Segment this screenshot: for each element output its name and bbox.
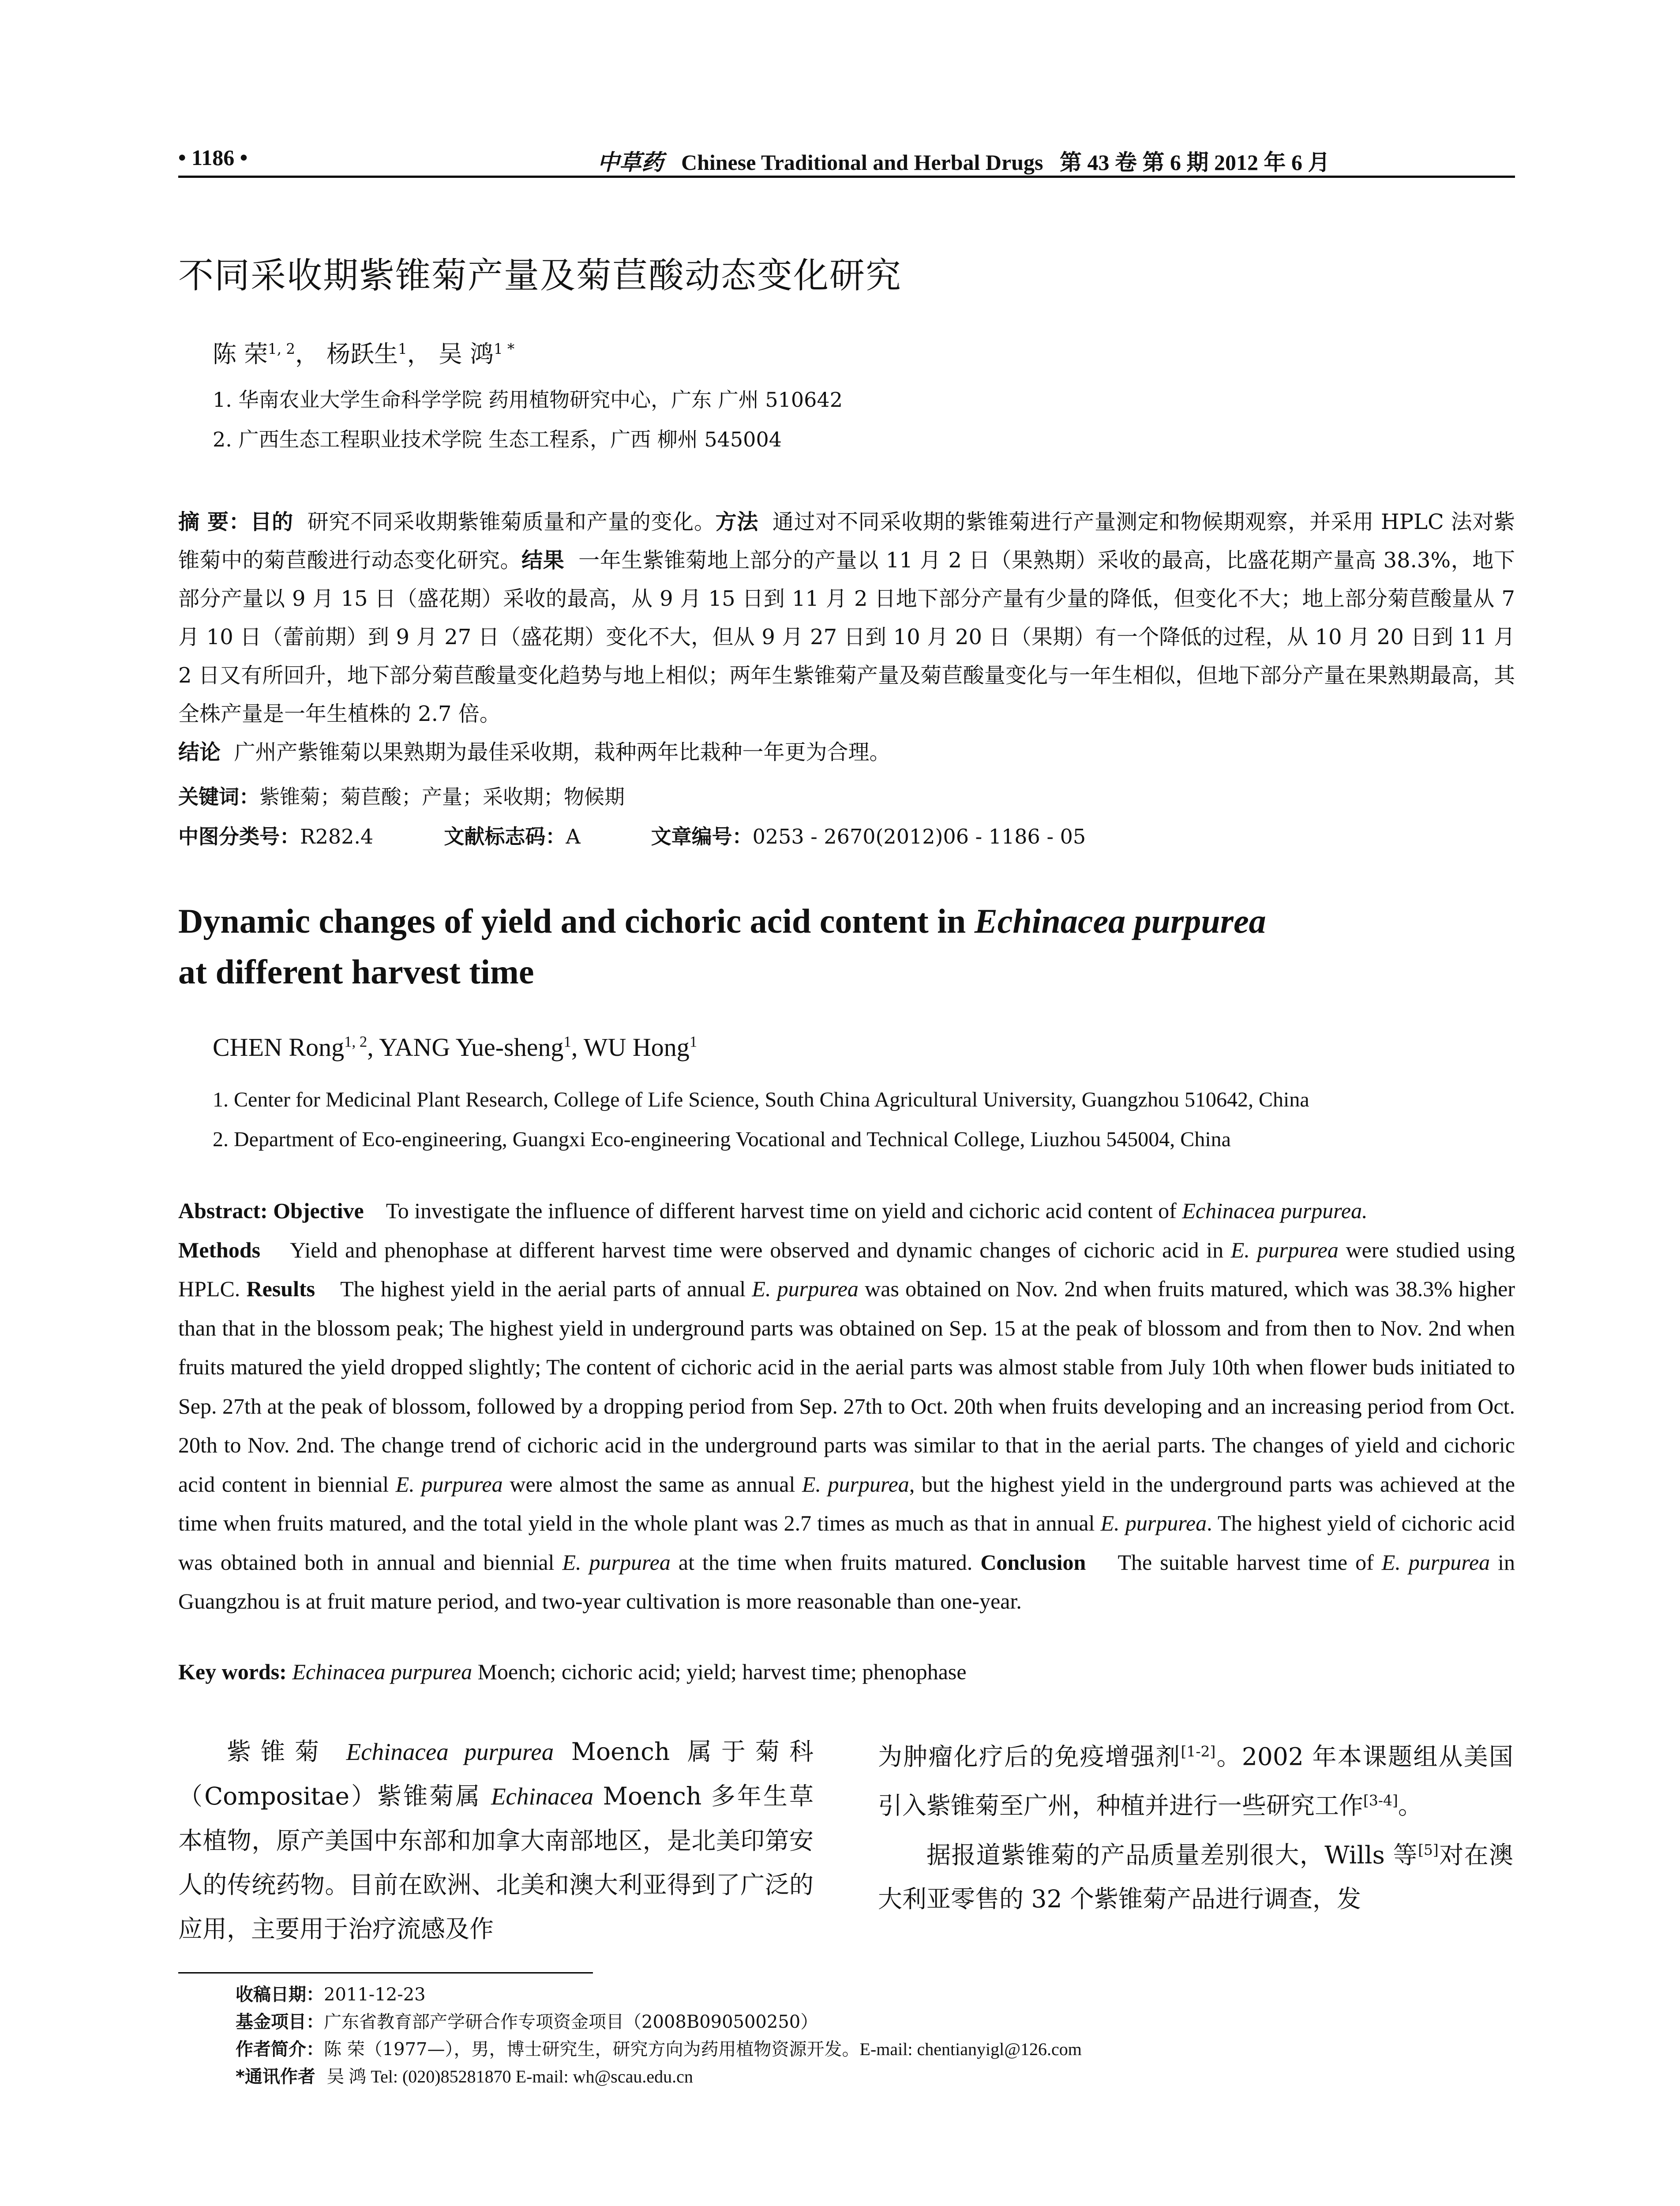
footnote-bio: [236, 2036, 1082, 2063]
species-name: E. purpurea: [1381, 1549, 1490, 1575]
page-number: • 1186 •: [178, 145, 248, 170]
citation-ref[interactable]: [1-2]: [1181, 1743, 1216, 1760]
species-name: E. purpurea: [562, 1549, 671, 1575]
en-author-affiliation-mark: 1: [563, 1033, 571, 1050]
footnote-text: 陈 荣（1977—），男，博士研究生，研究方向为药用植物资源开发。: [324, 2039, 860, 2060]
cn-methods-text: 通过对不同采收期的紫锥菊进行产量测定和物候期观察，并采用 HPLC 法对紫锥菊中的菊苣酸进行动态变化研究。: [178, 510, 1515, 573]
footnote-label: 作者简介：: [236, 2039, 324, 2060]
body-text: Moench 多年生草本植物，原产美国中东部和加拿大南部地区，是北美印第安人的传统药物。目前在欧洲、北美和澳大利亚得到了广泛的应用，主要用于治疗流感及作: [178, 1782, 814, 1943]
footnotes: [236, 1981, 1082, 2090]
species-name: Echinacea purpurea: [292, 1659, 472, 1684]
journal-issue: 第 43 卷 第 6 期 2012 年 6 月: [1059, 150, 1330, 175]
body-paragraph: [878, 1828, 1513, 1921]
cn-classification: [178, 821, 1086, 850]
species-name: E. purpurea: [802, 1471, 909, 1497]
cn-objective-text: 研究不同采收期紫锥菊质量和产量的变化。: [307, 510, 716, 534]
en-keywords-text: Moench; cichoric acid; yield; harvest time; phenophase: [472, 1659, 967, 1684]
en-results-text: was obtained on Nov. 2nd when fruits matured, which was 38.3% higher than that in the blossom peak; The highest yield in underground parts was obtained on Sep. 15 at the peak of blossom and from then to Nov. 2nd when fruits matured the yield dropped slightly; The content of cichoric acid in the aerial parts was almost stable from July 10th when flower buds initiated to Sep. 27th at the peak of blossom, followed by a dropping period from Sep. 27th to Oct. 20th when fruits developing and an increasing period from Oct. 20th to Nov. 2nd. The change trend of cichoric acid in the underground parts was similar to that in the aerial parts. The changes of yield and cichoric acid content in biennial: [178, 1276, 1515, 1497]
body-text: 。: [1398, 1791, 1422, 1820]
en-results-text: at the time when fruits matured.: [670, 1549, 973, 1575]
cn-results-text: 一年生紫锥菊地上部分的产量以 11 月 2 日（果熟期）采收的最高，比盛花期产量高 38.3%，地下部分产量以 9 月 15 日（盛花期）采收的最高，从 9 月 15 日到 11 月 2 日地下部分产量有少量的降低，但变化不大；地上部分菊苣酸量从 7 月 10 日（蕾前期）到 9 月 27 日（盛花期）变化不大，但从 9 月 27 日到 10 月 20 日（果期）有一个降低的过程，从 10 月 20 日到 11 月 2 日又有所回升，地下部分菊苣酸量变化趋势与地上相似；两年生紫锥菊产量及菊苣酸量变化与一年生相似，但地下部分产量在果熟期最高，其全株产量是一年生植株的 2.7 倍。: [178, 548, 1515, 726]
en-author-name: CHEN Rong: [213, 1033, 345, 1062]
cn-author-affiliation-mark: 1, 2: [268, 341, 295, 357]
footnote-label: 基金项目：: [236, 2012, 324, 2032]
footnote-fund: [236, 2008, 1082, 2036]
cn-affiliation-1: 1. 华南农业大学生命科学学院 药用植物研究中心，广东 广州 510642: [213, 388, 843, 412]
en-methods-label: Methods: [178, 1237, 261, 1262]
footnote-corresponding: [236, 2063, 1082, 2090]
en-author-name: YANG Yue-sheng: [379, 1033, 564, 1062]
cn-conclusion-text: 广州产紫锥菊以果熟期为最佳采收期，栽种两年比栽种一年更为合理。: [234, 740, 891, 765]
cn-title: 不同采收期紫锥菊产量及菊苣酸动态变化研究: [178, 255, 902, 296]
en-keywords-label: Key words:: [178, 1659, 287, 1684]
cn-abstract: [178, 503, 1515, 772]
cn-keywords: [178, 781, 625, 810]
journal-name-en: Chinese Traditional and Herbal Drugs: [681, 150, 1043, 175]
cn-author-separator: ，: [295, 340, 319, 368]
citation-ref[interactable]: [5]: [1418, 1841, 1439, 1858]
journal-logo-cn: 中草药: [597, 149, 664, 175]
en-affiliation-1: 1. Center for Medicinal Plant Research, College of Life Science, South China Agricultural University, Guangzhou 510642, China: [213, 1088, 1309, 1111]
cn-abstract-label: 摘 要：: [178, 510, 251, 534]
en-author-affiliation-mark: 1: [689, 1033, 698, 1050]
en-author-separator: ,: [571, 1033, 584, 1062]
en-abstract: [178, 1191, 1515, 1621]
genus-name: Echinacea: [491, 1783, 594, 1810]
footnote-rule: [178, 1972, 593, 1973]
en-methods-text: were studied using HPLC.: [178, 1237, 1515, 1301]
en-conclusion-label: Conclusion: [980, 1549, 1086, 1575]
cn-keywords-label: 关键词：: [178, 785, 259, 809]
body-text: 。2002 年本课题组从美国引入紫锥菊至广州，种植并进行一些研究工作: [878, 1742, 1513, 1820]
cn-keywords-text: 紫锥菊；菊苣酸；产量；采收期；物候期: [259, 785, 625, 809]
en-author-affiliation-mark: 1, 2: [344, 1033, 368, 1050]
cn-author-name: 杨跃生: [326, 340, 398, 368]
en-results-text: , but the highest yield in the underground parts was achieved at the time when fruits matured, and the total yield in the whole plant was 2.7 times as much as that in annual: [178, 1471, 1515, 1535]
cn-doc-value: A: [566, 825, 581, 848]
species-name: Echinacea purpurea: [346, 1738, 554, 1765]
en-results-text: The highest yield in the aerial parts of annual: [340, 1276, 752, 1301]
en-author-separator: ,: [367, 1033, 379, 1062]
journal-title: [597, 145, 1330, 176]
corresponding-contact[interactable]: 吴 鸿 Tel: (020)85281870 E-mail: wh@scau.edu.cn: [326, 2067, 693, 2086]
cn-author-affiliation-mark: 1: [398, 341, 407, 357]
en-title: [178, 896, 1515, 997]
body-paragraph: [178, 1730, 814, 1951]
footnote-label: 收稿日期：: [236, 1985, 324, 2005]
running-header: [178, 140, 1515, 176]
en-authors: [213, 1032, 697, 1062]
en-abstract-label: Abstract: Objective: [178, 1198, 364, 1223]
body-paragraph: [878, 1730, 1513, 1828]
en-conclusion-text: in Guangzhou is at fruit mature period, and two-year cultivation is more reasonable than one-year.: [178, 1549, 1515, 1613]
body-text: 据报道紫锥菊的产品质量差别很大，Wills 等: [926, 1840, 1418, 1869]
cn-author-name: 吴 鸿: [438, 340, 494, 368]
en-keywords: [178, 1659, 967, 1685]
species-name: E. purpurea: [752, 1276, 859, 1301]
cn-objective-label: 目的: [250, 510, 293, 534]
en-methods-text: Yield and phenophase at different harvest time were observed and dynamic changes of cichoric acid in: [290, 1237, 1231, 1262]
cn-author-separator: ，: [407, 340, 431, 368]
en-results-label: Results: [246, 1276, 315, 1301]
species-name: Echinacea purpurea.: [1182, 1198, 1368, 1223]
en-title-part2: at different harvest time: [178, 953, 534, 991]
en-title-part1: Dynamic changes of yield and cichoric acid content in: [178, 902, 975, 940]
en-results-text: . The highest yield of cichoric acid was obtained both in annual and biennial: [178, 1511, 1515, 1575]
footnote-label: *通讯作者: [236, 2067, 315, 2087]
en-objective-text: To investigate the influence of different harvest time on yield and cichoric acid content of: [386, 1198, 1182, 1223]
en-results-text: were almost the same as annual: [502, 1471, 802, 1497]
author-email[interactable]: E-mail: chentianyigl@126.com: [859, 2039, 1082, 2059]
header-rule: [178, 176, 1515, 178]
en-conclusion-text: The suitable harvest time of: [1118, 1549, 1382, 1575]
cn-conclusion-label: 结论: [178, 740, 221, 765]
en-author-name: WU Hong: [583, 1033, 690, 1062]
en-title-species: Echinacea purpurea: [974, 902, 1266, 940]
cn-affiliation-2: 2. 广西生态工程职业技术学院 生态工程系，广西 柳州 545004: [213, 428, 782, 451]
cn-class-value: R282.4: [300, 825, 374, 848]
species-name: E. purpurea: [1100, 1511, 1207, 1535]
body-column-left: [178, 1730, 814, 1951]
en-affiliation-2: 2. Department of Eco-engineering, Guangxi Eco-engineering Vocational and Technical College, Liuzhou 545004, China: [213, 1128, 1231, 1151]
cn-results-label: 结果: [521, 548, 565, 573]
cn-methods-label: 方法: [715, 510, 759, 534]
cn-article-value: 0253 - 2670(2012)06 - 1186 - 05: [752, 825, 1086, 848]
body-text: 为肿瘤化疗后的免疫增强剂: [878, 1742, 1181, 1771]
cn-author-name: 陈 荣: [213, 340, 268, 368]
body-column-right: [878, 1730, 1513, 1921]
body-text: 紫锥菊: [227, 1737, 346, 1766]
citation-ref[interactable]: [3-4]: [1363, 1792, 1398, 1809]
footnote-received: [236, 1981, 1082, 2008]
cn-class-label: 中图分类号：: [178, 825, 300, 848]
cn-doc-label: 文献标志码：: [444, 825, 566, 848]
body-text: 对在澳大利亚零售的 32 个紫锥菊产品进行调查，发: [878, 1840, 1513, 1913]
cn-authors: [213, 335, 514, 369]
body-text: Moench 属于菊科（Compositae）紫锥菊属: [178, 1737, 814, 1810]
footnote-text: 广东省教育部产学研合作专项资金项目（2008B090500250）: [324, 2012, 818, 2032]
footnote-text: 2011-12-23: [324, 1985, 426, 2005]
cn-article-label: 文章编号：: [651, 825, 753, 848]
species-name: E. purpurea: [395, 1471, 503, 1497]
species-name: E. purpurea: [1230, 1237, 1339, 1262]
cn-author-affiliation-mark: 1 *: [494, 341, 515, 357]
